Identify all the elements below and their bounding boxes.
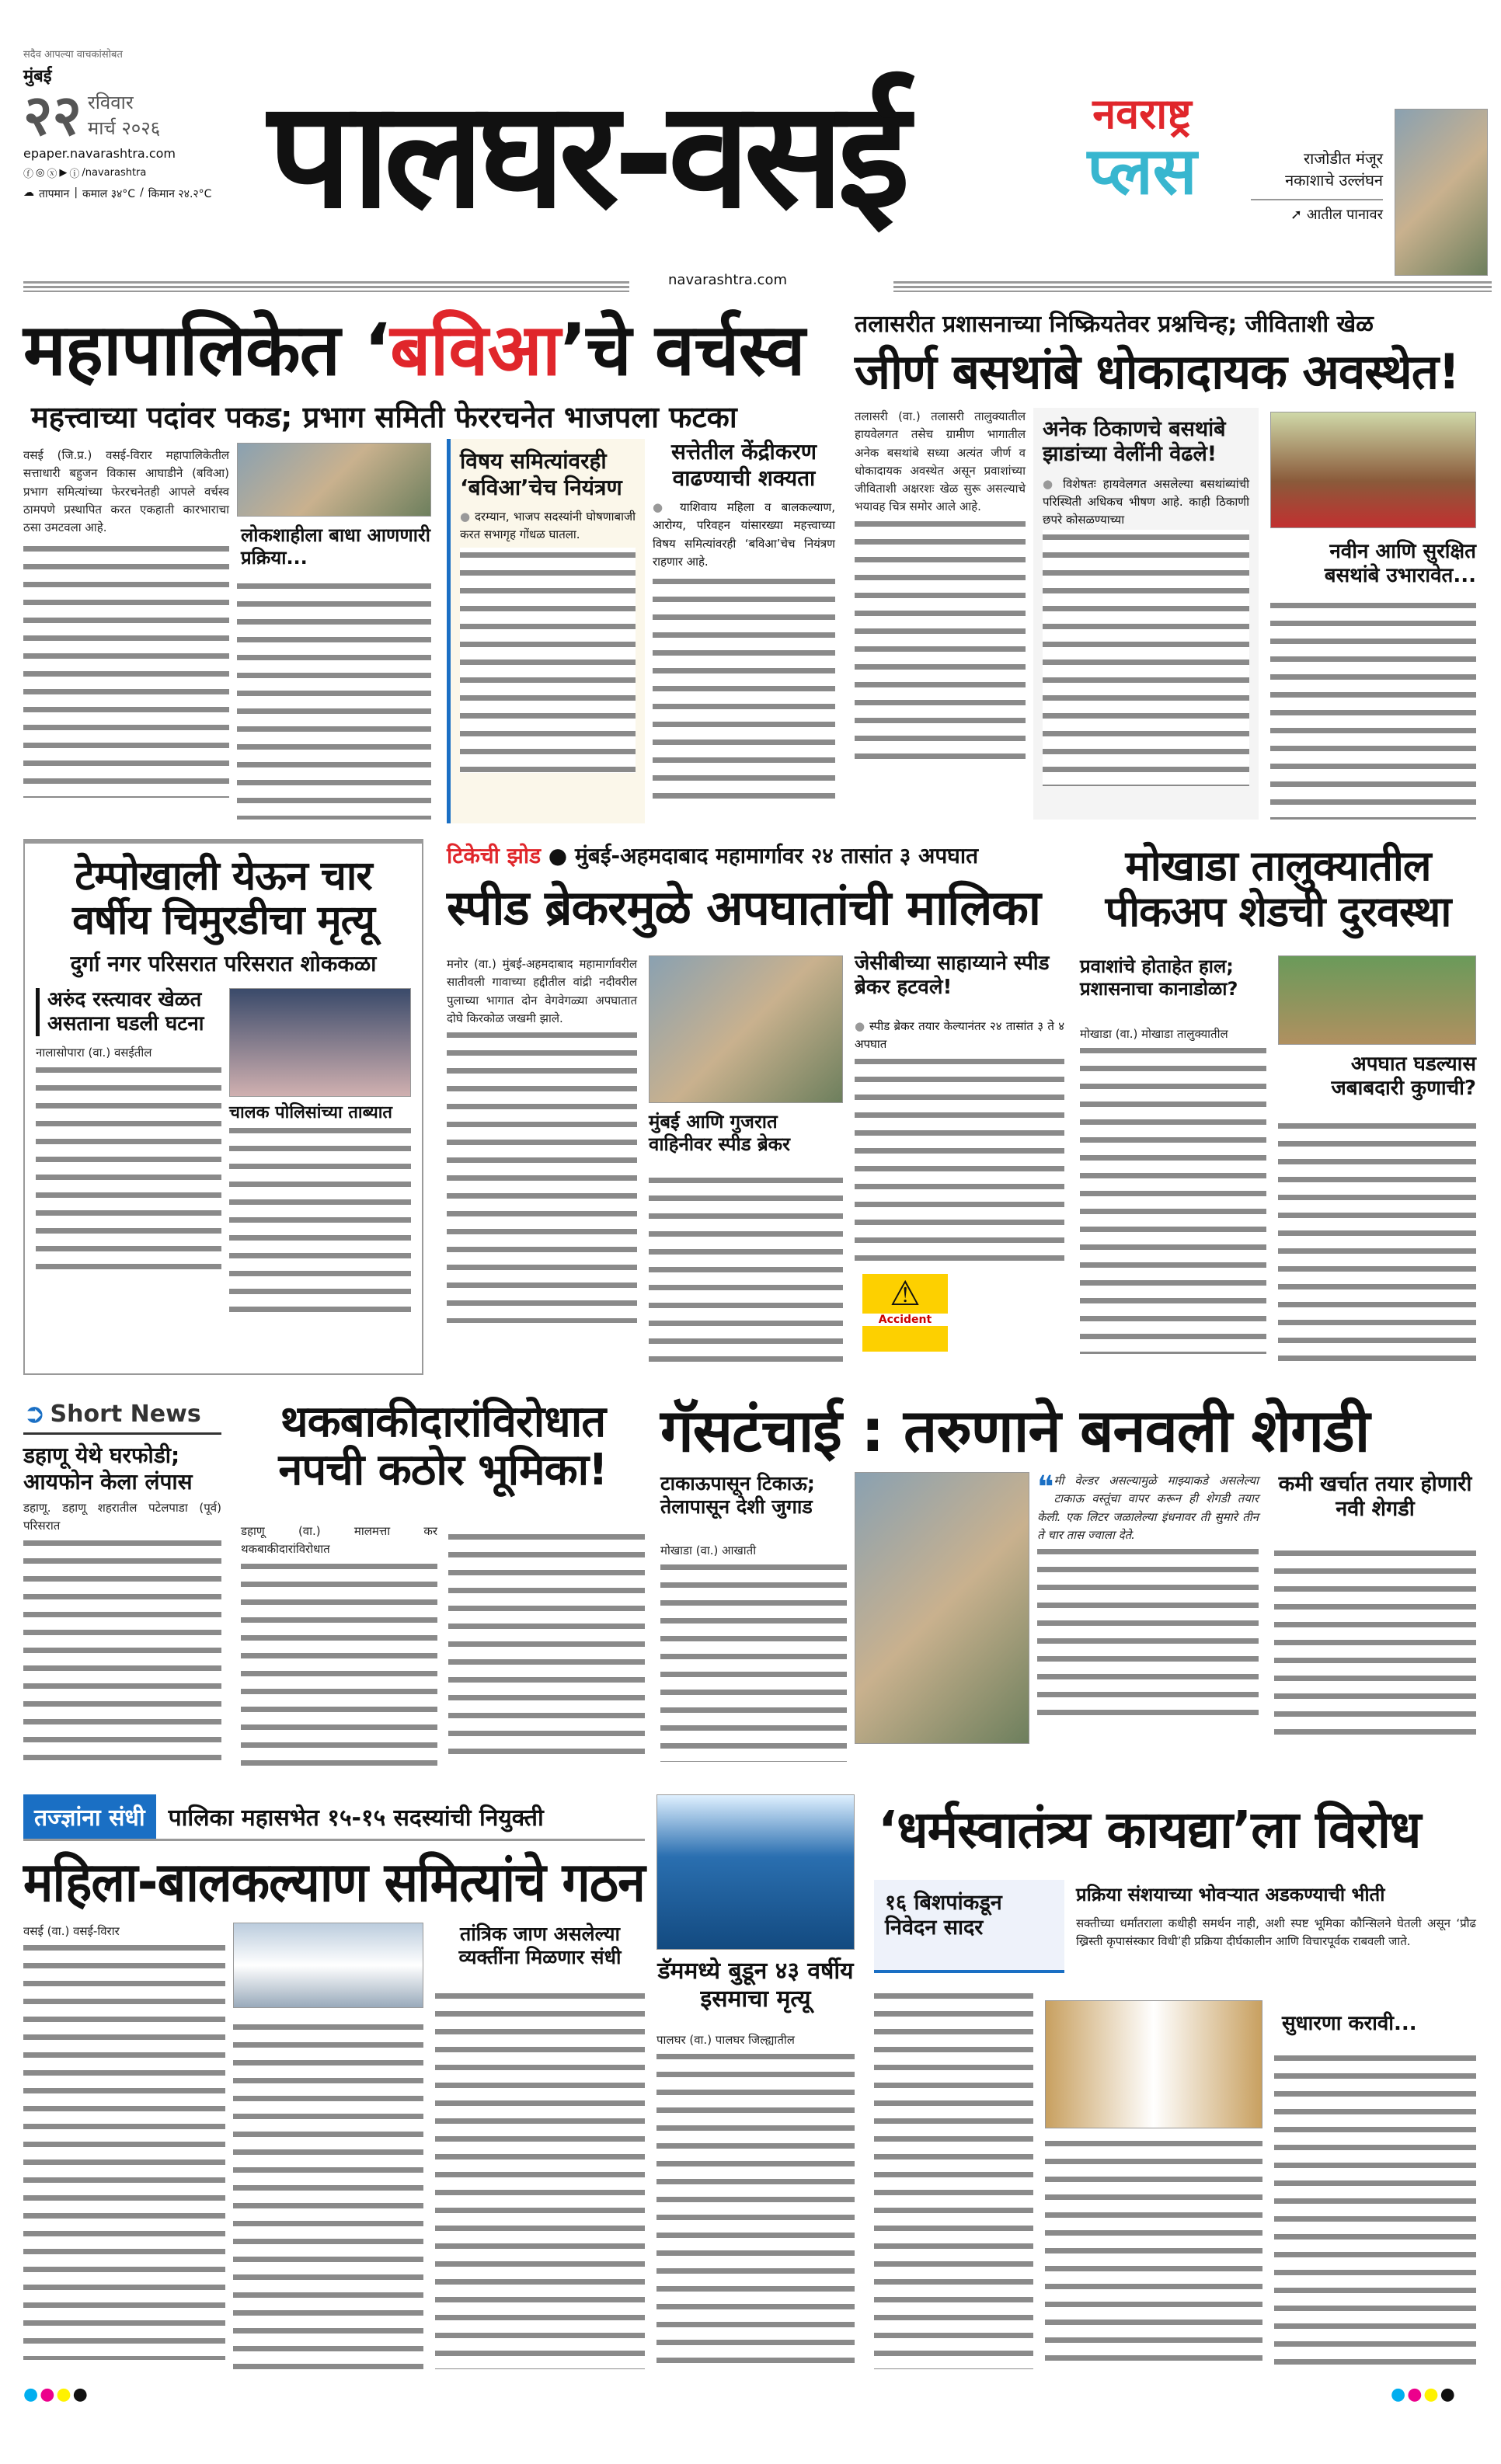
shegadi-subhead: टाकाऊपासून टिकाऊ; तेलापासून देशी जुगाड	[660, 1472, 815, 1518]
box-text: ● दरम्यान, भाजप सदस्यांनी घोषणाबाजी करत सभागृह गोंधळ घातला.	[460, 508, 636, 545]
women-headline: महिला-बालकल्याण समित्यांचे गठन	[23, 1850, 645, 1914]
speed-kicker: टिकेची झोड ● मुंबई-अहमदाबाद महामार्गावर २४ तासांत ३ अपघात	[447, 843, 979, 868]
facebook-icon[interactable]: ⓕ	[23, 169, 34, 180]
bus-body	[855, 408, 1026, 765]
photo-caption: चालक पोलिसांच्या ताब्यात	[228, 1102, 392, 1122]
text-column	[237, 579, 431, 820]
meeting-photo	[237, 443, 431, 517]
bus-stop-photo	[1270, 412, 1476, 528]
tempo-headline: टेम्पोखाली येऊन चार वर्षीय चिमुरडीचा मृत्यू	[72, 853, 374, 945]
mokhada-headline: मोखाडा तालुक्यातील पीकअप शेडची दुरवस्था	[1105, 841, 1451, 937]
text-column	[1045, 2136, 1262, 2369]
newspaper-title: पालघर-वसई	[268, 69, 904, 241]
side-headline: सुधारणा करावी...	[1282, 2012, 1417, 2035]
bishop-box	[874, 1880, 1064, 1973]
divider	[23, 281, 629, 292]
tempo-story	[23, 839, 423, 1375]
inset-headline: मुंबई आणि गुजरात वाहिनीवर स्पीड ब्रेकर	[649, 1111, 790, 1155]
women-headline-box	[23, 1850, 645, 1914]
print-color-marks: ●●●●	[23, 2385, 89, 2404]
box-headline: सत्तेतील केंद्रीकरण वाढण्याची शक्यता	[670, 439, 817, 491]
box-headline: १६ बिशपांकडून निवेदन सादर	[885, 1891, 1002, 1940]
women-kicker	[23, 1794, 645, 1841]
print-color-marks: ●●●●	[1391, 2385, 1457, 2404]
quote-icon: ❝	[1037, 1470, 1054, 1505]
religion-subhead: प्रक्रिया संशयाच्या भोवऱ्यात अडकण्याची भीती	[1076, 1884, 1385, 1905]
side-headline: अपघात घडल्यास जबाबदारी कुणाची?	[1331, 1053, 1476, 1101]
inset-headline: लोकशाहीला बाधा आणणारी प्रक्रिया...	[241, 524, 430, 569]
kicker-text: पालिका महासभेत १५-१५ सदस्यांची नियुक्ती	[168, 1804, 544, 1832]
short-news-label: Short News	[50, 1400, 201, 1428]
quote-block	[1037, 1472, 1259, 1715]
weather-icon: ☁	[23, 186, 34, 199]
lead-headline: महापालिकेत ‘बविआ’चे वर्चस्व	[23, 308, 805, 392]
text-column	[1274, 1546, 1476, 1744]
stove-photo	[855, 1472, 1029, 1744]
bus-headline: जीर्ण बसथांबे धोकादायक अवस्थेत!	[855, 343, 1460, 400]
short-news-text: डहाणू. डहाणू शहरातील पटेलपाडा (पूर्व) परिसरात	[23, 1501, 221, 1533]
epaper-link[interactable]: epaper.navarashtra.com	[23, 146, 176, 161]
women-text: वसई (वा.) वसई-विरार	[23, 1924, 120, 1938]
short-news-headline: डहाणू येथे घरफोडी; आयफोन केला लंपास	[23, 1443, 193, 1495]
social-handle: /navarashtra	[82, 167, 147, 179]
side-headline: नवीन आणि सुरक्षित बसथांबे उभारावेत...	[1324, 540, 1476, 588]
teaser-title: राजोडीत मंजूर नकाशाचे उल्लंघन	[1285, 149, 1383, 190]
women-body	[23, 1923, 225, 2360]
tempo-subhead: दुर्गा नगर परिसरात परिसरात शोककळा	[70, 951, 377, 977]
drowning-photo	[656, 1794, 855, 1950]
police-photo	[649, 955, 843, 1103]
speed-headline: स्पीड ब्रेकरमुळे अपघातांची मालिका	[447, 879, 1040, 936]
jcb-text: ● स्पीड ब्रेकर तयार केल्यानंतर २४ तासांत ३ ते ४ अपघात	[855, 1018, 1064, 1054]
bus-kicker: तलासरीत प्रशासनाच्या निष्क्रियतेवर प्रश्नचिन्ह; जीविताशी खेळ	[855, 311, 1374, 338]
building-photo	[233, 1923, 423, 2008]
weekday: रविवार	[87, 92, 134, 113]
x-icon[interactable]: ⓧ	[47, 169, 57, 180]
shegadi-headline: गॅसटंचाई : तरुणाने बनवली शेगडी	[660, 1396, 1370, 1465]
mokhada-subhead: प्रवाशांचे होताहेत हाल; प्रशासनाचा कानाडोळा?	[1080, 955, 1238, 1000]
weather-max: कमाल ३४°C	[82, 188, 136, 200]
teaser-photo	[1395, 109, 1488, 276]
accident-sign-icon: ⚠ Accident	[862, 1274, 948, 1352]
mokhada-body	[1080, 1025, 1266, 1354]
religion-headline: ‘धर्मस्वातंत्र्य कायद्या’ला विरोध	[878, 1800, 1421, 1860]
shegadi-body	[660, 1542, 847, 1762]
brand-logo	[1049, 89, 1235, 209]
masthead-info: सदैव आपल्या वाचकांसोबत मुंबई २२ रविवार मार्च २०२६ epaper.navarashtra.com ⓕ ◎ ⓧ ▶ ⓘ /navarashtra ☁ तापमान | कमाल ३४°C / किमान २४.२°C	[23, 47, 264, 201]
youtube-icon[interactable]: ▶	[59, 167, 68, 179]
box-text: ● याशिवाय महिला व बालकल्याण, आरोग्य, परिवहन यांसारख्या महत्त्वाच्या विषय समित्यांवरही ‘बविआ’चेच नियंत्रण राहणार आहे.	[653, 499, 835, 571]
speed-text: मनोर (वा.) मुंबई-अहमदाबाद महामार्गावरील सातीवली गावाच्या हद्दीतील वांद्री नदीवरील पुलाच्या भागात दोन वेगवेगळ्या अपघातात दोघे किरकोळ जखमी झाले.	[447, 957, 637, 1025]
tagline: सदैव आपल्या वाचकांसोबत	[23, 49, 123, 61]
side-headline: कमी खर्चात तयार होणारी नवी शेगडी	[1278, 1472, 1472, 1522]
nap-text: डहाणू (वा.) मालमत्ता कर थकबाकीदारांविरोधात	[241, 1524, 437, 1557]
box-headline: अनेक ठिकाणचे बसथांबे झाडांच्या वेलींनी वेढले!	[1043, 417, 1226, 467]
arrow-icon: ➚	[1290, 207, 1307, 223]
lead-body	[23, 447, 229, 798]
date-day: २२	[23, 82, 82, 148]
month-year: मार्च २०२६	[87, 117, 161, 139]
brand-bottom: प्लस	[1087, 133, 1197, 209]
accident-scene-photo	[229, 988, 411, 1097]
instagram-icon[interactable]: ◎	[36, 167, 45, 179]
brand-top: नवराष्ट्र	[1092, 89, 1192, 138]
text-column	[1270, 598, 1476, 820]
bus-text: तलासरी (वा.) तलासरी तालुक्यातील हायवेलगत तसेच ग्रामीण भागातील अनेक बसथांबे सध्या अत्यंत जीर्ण व धोकादायक अवस्थेत असून प्रवाशांच्या जीविताशी अक्षरशः खेळ सुरू असल्याचे भयावह चित्र समोर आले आहे.	[855, 409, 1026, 514]
drowning-body	[656, 2031, 855, 2368]
lead-text: वसई (जि.प्र.) वसई-विरार महापालिकेतील सत्ताधारी बहुजन विकास आघाडीने (बविआ) प्रभाग समित्यांच्या फेररचनेतही आपले वर्चस्व ठामपणे प्रस्थापित करत एकहाती कारभाराचा ठसा उमटवला आहे.	[23, 448, 229, 534]
section-badge: तज्ज्ञांना संधी	[23, 1794, 156, 1839]
arrow-icon: ➲	[23, 1398, 46, 1429]
mokhada-text: मोखाडा (वा.) मोखाडा तालुक्यातील	[1080, 1027, 1228, 1041]
bus-box	[1033, 408, 1259, 820]
edition-city: मुंबई	[23, 67, 52, 86]
side-teaser[interactable]	[1251, 148, 1383, 224]
site-url[interactable]: navarashtra.com	[668, 272, 787, 288]
text-column	[233, 2020, 423, 2369]
shed-photo	[1278, 955, 1476, 1045]
sidebar-column	[653, 439, 835, 807]
weather-label: तापमान	[39, 188, 70, 200]
text-column	[649, 1173, 843, 1367]
text-column	[874, 1989, 1033, 2369]
text-column	[1274, 2051, 1476, 2369]
linkedin-icon[interactable]: ⓘ	[69, 169, 80, 180]
teaser-page: आतील पानावर	[1306, 207, 1383, 223]
weather-min: किमान २४.२°C	[148, 188, 212, 200]
jcb-headline: जेसीबीच्या साहाय्याने स्पीड ब्रेकर हटवले!	[855, 952, 1050, 1000]
text-column	[1278, 1119, 1476, 1367]
short-news	[23, 1398, 221, 1761]
drowning-headline: डॅममध्ये बुडून ४३ वर्षीय इसमाचा मृत्यू	[657, 1958, 854, 2013]
drowning-text: पालघर (वा.) पालघर जिल्ह्यातील	[656, 2033, 795, 2047]
speed-body	[447, 955, 637, 1323]
shegadi-text: मोखाडा (वा.) आखाती	[660, 1543, 757, 1557]
jcb-body	[855, 1018, 1064, 1272]
nap-body	[241, 1523, 645, 1766]
box-headline: विषय समित्यांवरही ‘बविआ’चेच नियंत्रण	[460, 448, 622, 500]
box-headline: अरुंद रस्त्यावर खेळत असताना घडली घटना	[36, 988, 221, 1036]
box-text: ● विशेषतः हायवेलगत असलेल्या बसथांब्यांची परिस्थिती अधिकच भीषण आहे. काही ठिकाणी छपरे कोसळण्याच्या	[1043, 475, 1249, 530]
lead-subhead: महत्त्वाच्या पदांवर पकड; प्रभाग समिती फेररचनेत भाजपला फटका	[31, 400, 737, 434]
quote-text: मी वेल्डर असल्यामुळे माझ्याकडे असलेल्या टाकाऊ वस्तूंचा वापर करून ही शेगडी तयार केली. एक लिटर जळालेल्या इंधनावर ती सुमारे तीन ते चार तास ज्वाला देते.	[1037, 1474, 1259, 1542]
side-headline: तांत्रिक जाण असलेल्या व्यक्तींना मिळणार संधी	[458, 1923, 622, 1968]
religion-lead: सक्तीच्या धर्मांतराला कधीही समर्थन नाही, अशी स्पष्ट भूमिका कौन्सिलने घेतली असून ‘प्रौढ ख्रिस्ती कृपासंस्कार विधी’ही प्रक्रिया दीर्घकालीन आणि विचारपूर्वक राबवली जाते.	[1076, 1916, 1476, 1949]
text-column	[435, 1989, 645, 2369]
tempo-text: नालासोपारा (वा.) वसईतील	[36, 1046, 152, 1060]
sidebar-box	[447, 439, 645, 823]
divider	[893, 281, 1492, 292]
nap-headline: थकबाकीदारांविरोधात नपची कठोर भूमिका!	[278, 1397, 608, 1495]
bishops-photo	[1045, 2000, 1262, 2128]
